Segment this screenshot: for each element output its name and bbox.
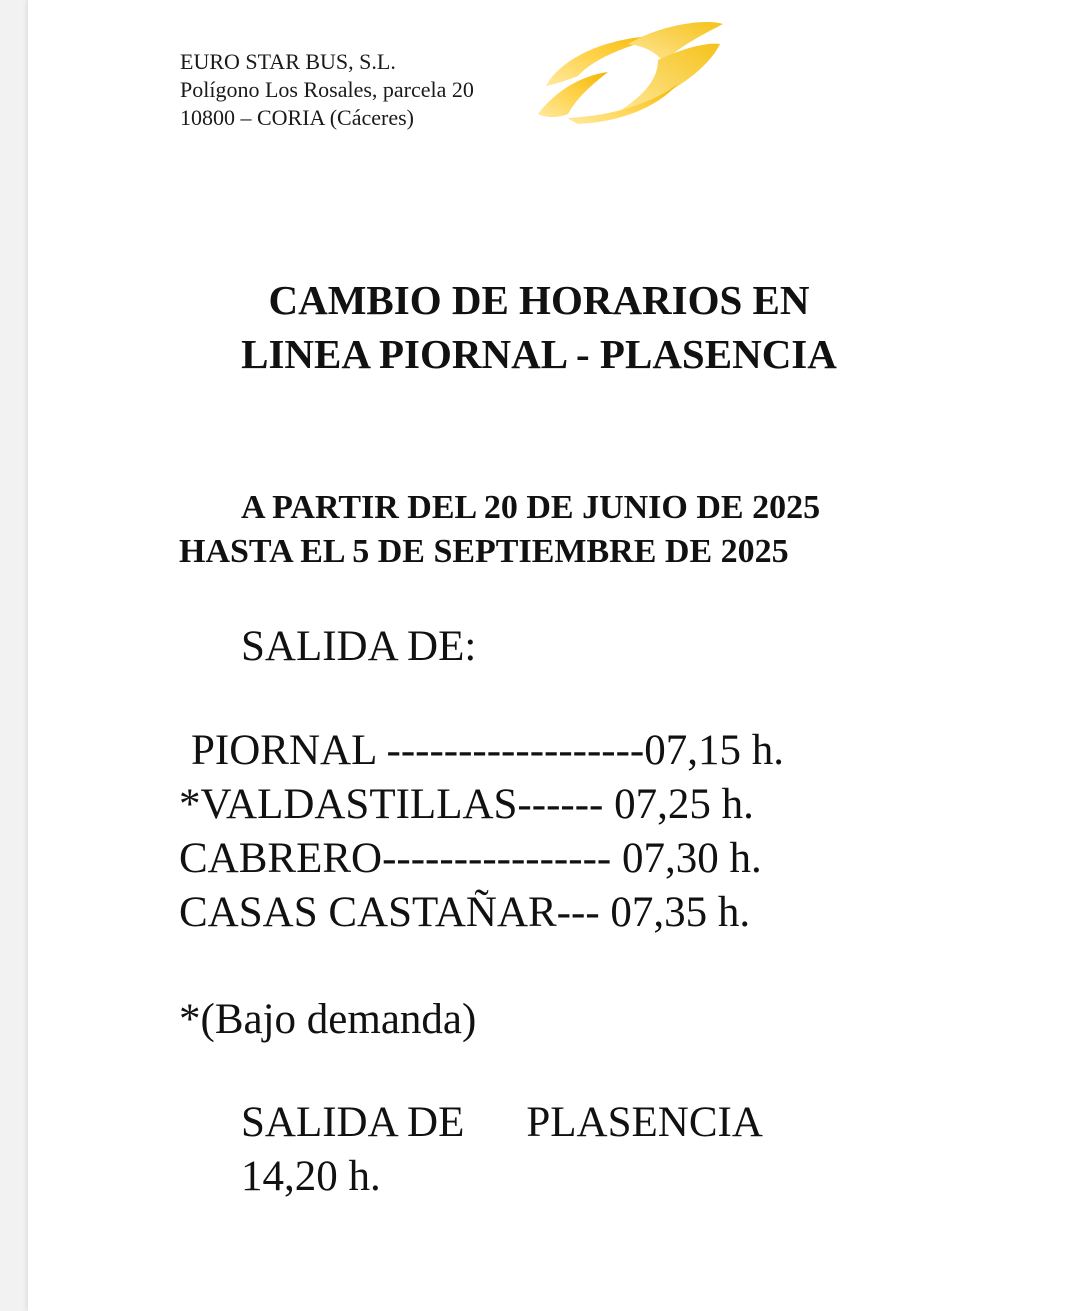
company-header [180,48,474,132]
return-departure [241,1096,763,1204]
notice-title-line1: CAMBIO DE HORARIOS EN [268,277,810,323]
company-address-line2: 10800 – CORIA (Cáceres) [180,105,415,130]
departure-schedule [179,724,784,940]
return-label: SALIDA DE [241,1099,465,1146]
schedule-row-valdastillas: *VALDASTILLAS------ 07,25 h. [179,781,754,828]
return-time: 14,20 h. [241,1153,381,1200]
schedule-row-casas-castanar: CASAS CASTAÑAR--- 07,35 h. [179,889,751,936]
departures-heading: SALIDA DE: [241,623,477,670]
company-name: EURO STAR BUS, S.L. [180,49,396,74]
star-swoosh-logo-icon [508,14,728,124]
period-from: A PARTIR DEL 20 DE JUNIO DE 2025 [241,489,821,526]
notice-title [28,273,1080,381]
schedule-row-cabrero: CABRERO---------------- 07,30 h. [179,835,762,882]
company-address-line1: Polígono Los Rosales, parcela 20 [180,77,474,102]
return-line1 [241,1096,763,1150]
on-demand-note: *(Bajo demanda) [179,996,477,1043]
notice-title-line2: LINEA PIORNAL - PLASENCIA [241,331,837,377]
period-until: HASTA EL 5 DE SEPTIEMBRE DE 2025 [179,533,789,570]
return-place: PLASENCIA [526,1099,763,1146]
document-page [28,0,1080,1311]
schedule-row-piornal: PIORNAL ------------------07,15 h. [191,727,784,774]
